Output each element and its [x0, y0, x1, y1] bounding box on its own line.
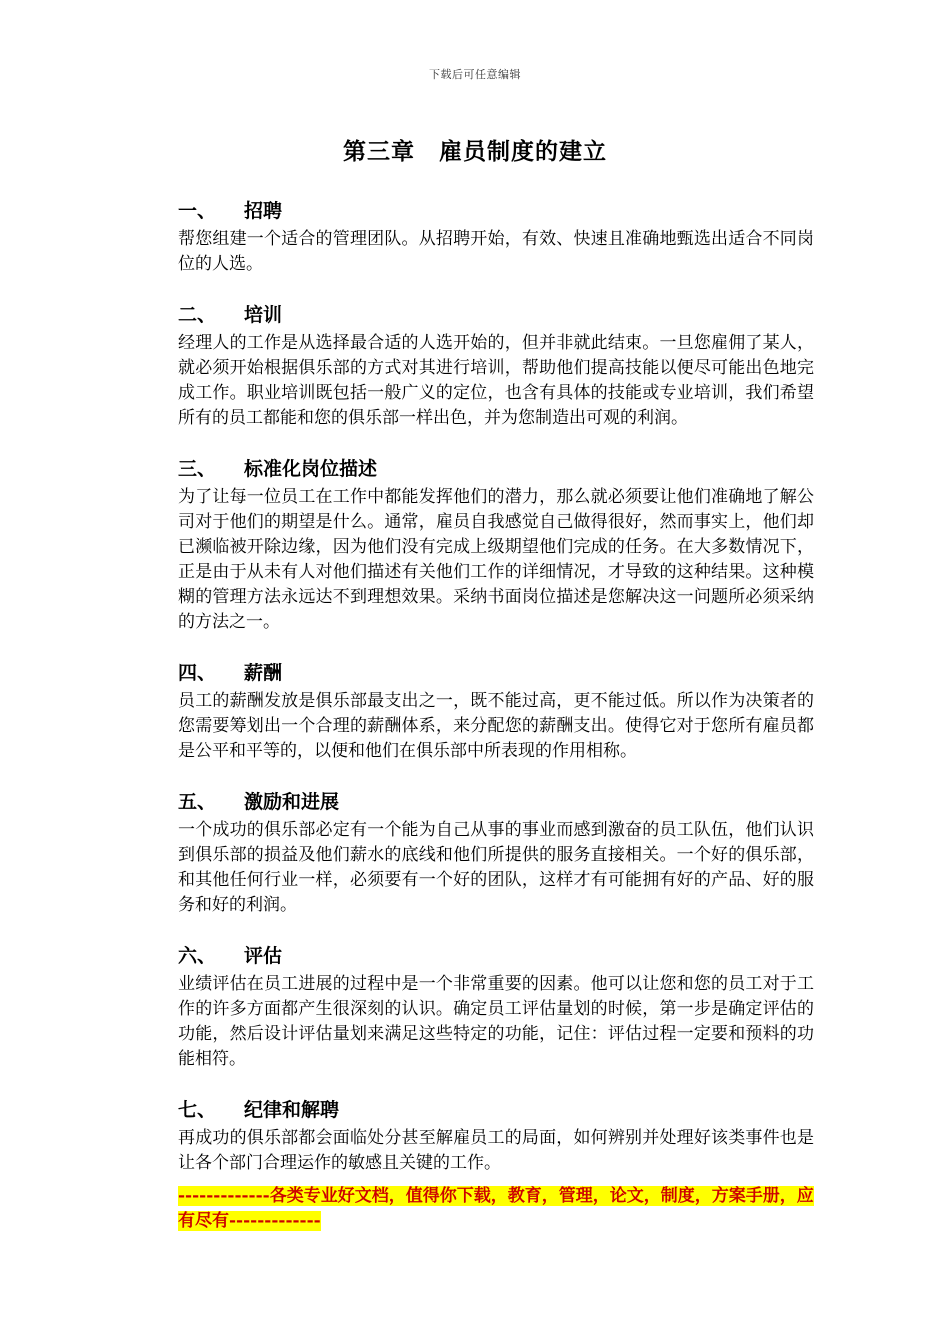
section-job-description [178, 453, 814, 635]
section-training [178, 299, 814, 431]
section-title: 薪酬 [244, 662, 283, 684]
section-heading [178, 195, 814, 227]
section-evaluation [178, 940, 814, 1072]
section-title: 招聘 [244, 200, 283, 222]
section-number: 二、 [178, 304, 217, 326]
section-title: 纪律和解聘 [244, 1099, 340, 1121]
section-compensation [178, 657, 814, 764]
section-paragraph: 一个成功的俱乐部必定有一个能为自己从事的事业而感到激奋的员工队伍，他们认识到俱乐部的损益及他们薪水的底线和他们所提供的服务直接相关。一个好的俱乐部，和其他任何行业一样，必须要有一个好的团队，这样才有可能拥有好的产品、好的服务和好的利润。 [178, 820, 814, 915]
document-body [178, 195, 814, 1234]
section-number: 六、 [178, 945, 217, 967]
section-title: 标准化岗位描述 [244, 458, 378, 480]
section-number: 四、 [178, 662, 217, 684]
header-note: 下载后可任意编辑 [429, 68, 521, 81]
section-paragraph: 员工的薪酬发放是俱乐部最支出之一，既不能过高，更不能过低。所以作为决策者的您需要筹划出一个合理的薪酬体系，来分配您的薪酬支出。使得它对于您所有雇员都是公平和平等的，以便和他们在俱乐部中所表现的作用相称。 [178, 691, 814, 761]
section-heading [178, 786, 814, 818]
section-paragraph: 再成功的俱乐部都会面临处分甚至解雇员工的局面，如何辨别并处理好该类事件也是让各个部门合理运作的敏感且关键的工作。 [178, 1128, 814, 1173]
section-title: 评估 [244, 945, 283, 967]
section-heading [178, 453, 814, 485]
section-title: 培训 [244, 304, 283, 326]
section-heading [178, 940, 814, 972]
section-heading [178, 1094, 814, 1126]
section-paragraph: 业绩评估在员工进展的过程中是一个非常重要的因素。他可以让您和您的员工对于工作的许多方面都产生很深刻的认识。确定员工评估量划的时候，第一步是确定评估的功能，然后设计评估量划来满足这些特定的功能，记住：评估过程一定要和预料的功能相符。 [178, 974, 814, 1069]
section-number: 五、 [178, 791, 217, 813]
section-recruitment [178, 195, 814, 277]
section-heading [178, 657, 814, 689]
section-number: 三、 [178, 458, 217, 480]
section-title: 激励和进展 [244, 791, 340, 813]
section-paragraph: 为了让每一位员工在工作中都能发挥他们的潜力，那么就必须要让他们准确地了解公司对于他们的期望是什么。通常，雇员自我感觉自己做得很好，然而事实上，他们却已濒临被开除边缘，因为他们没有完成上级期望他们完成的任务。在大多数情况下，正是由于从未有人对他们描述有关他们工作的详细情况，才导致的这种结果。这种模糊的管理方法永远达不到理想效果。采纳书面岗位描述是您解决这一问题所必须采纳的方法之一。 [178, 487, 814, 632]
page-title: 第三章 雇员制度的建立 [343, 138, 607, 165]
section-discipline [178, 1094, 814, 1176]
section-heading [178, 299, 814, 331]
section-number: 一、 [178, 200, 217, 222]
promo-text: -------------各类专业好文档，值得你下载，教育，管理，论文，制度，方案手册，应有尽有------------- [178, 1186, 814, 1231]
section-motivation [178, 786, 814, 918]
promo-banner [178, 1184, 814, 1234]
section-paragraph: 经理人的工作是从选择最合适的人选开始的，但并非就此结束。一旦您雇佣了某人，就必须开始根据俱乐部的方式对其进行培训，帮助他们提高技能以便尽可能出色地完成工作。职业培训既包括一般广义的定位，也含有具体的技能或专业培训，我们希望所有的员工都能和您的俱乐部一样出色，并为您制造出可观的利润。 [178, 333, 814, 428]
section-number: 七、 [178, 1099, 217, 1121]
section-paragraph: 帮您组建一个适合的管理团队。从招聘开始，有效、快速且准确地甄选出适合不同岗位的人选。 [178, 229, 814, 274]
